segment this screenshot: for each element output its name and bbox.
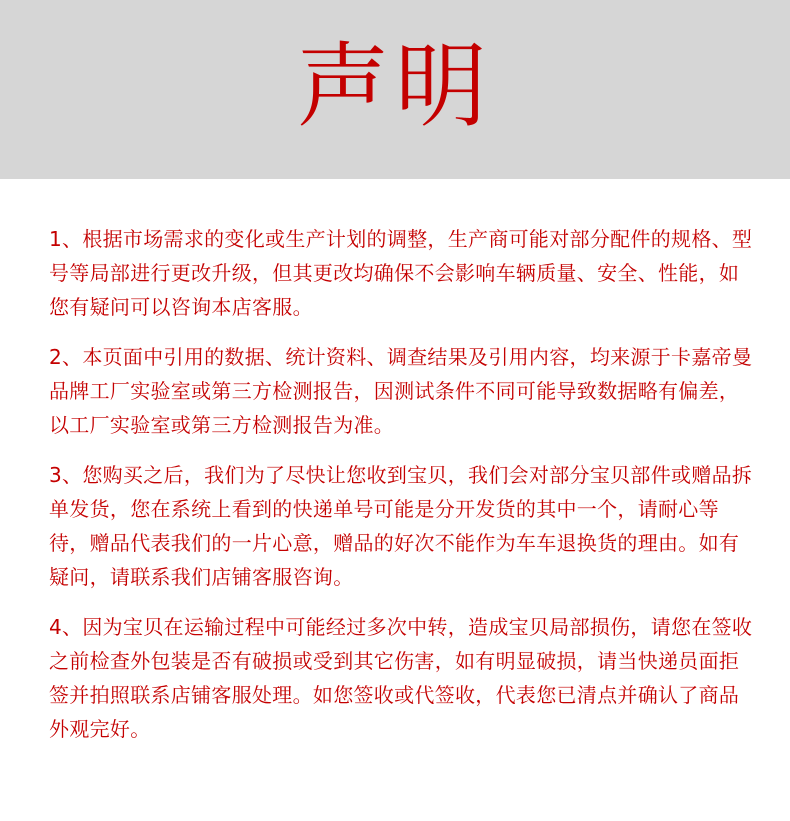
statement-paragraph-1: 1、根据市场需求的变化或生产计划的调整，生产商可能对部分配件的规格、型号等局部进行更改升级，但其更改均确保不会影响车辆质量、安全、性能，如您有疑问可以咨询本店客服。 bbox=[49, 227, 753, 319]
statement-paragraph-3: 3、您购买之后，我们为了尽快让您收到宝贝，我们会对部分宝贝部件或赠品拆单发货，您在系统上看到的快递单号可能是分开发货的其中一个，请耐心等待，赠品代表我们的一片心意，赠品的好次不能作为车车退换货的理由。如有疑问，请联系我们店铺客服咨询。 bbox=[49, 463, 753, 589]
page-title: 声明 bbox=[296, 33, 493, 140]
header-banner bbox=[0, 0, 790, 179]
statement-content bbox=[49, 222, 754, 762]
statement-paragraph-4: 4、因为宝贝在运输过程中可能经过多次中转，造成宝贝局部损伤，请您在签收之前检查外包装是否有破损或受到其它伤害，如有明显破损，请当快递员面拒签并拍照联系店铺客服处理。如您签收或代签收，代表您已清点并确认了商品外观完好。 bbox=[49, 615, 753, 741]
statement-paragraph-2: 2、本页面中引用的数据、统计资料、调查结果及引用内容，均来源于卡嘉帝曼品牌工厂实验室或第三方检测报告，因测试条件不同可能导致数据略有偏差，以工厂实验室或第三方检测报告为准。 bbox=[49, 345, 753, 437]
